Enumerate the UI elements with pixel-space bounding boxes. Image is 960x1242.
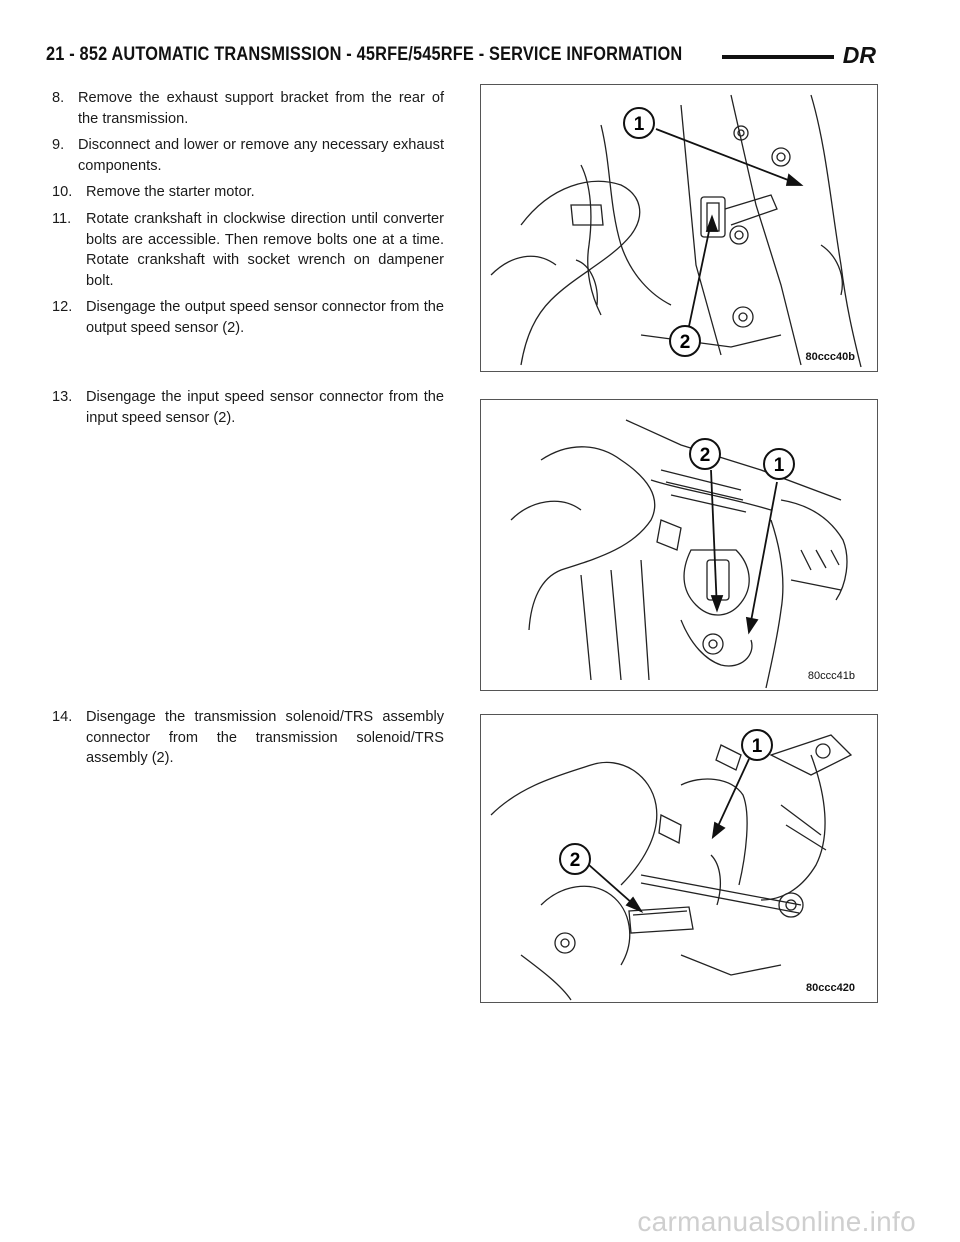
callout-label: 2 <box>569 850 581 871</box>
step-13 <box>52 387 444 428</box>
figure-id: 80ccc40b <box>805 351 855 363</box>
figure-illustration <box>481 715 877 1002</box>
step-11 <box>52 209 444 291</box>
watermark: carmanualsonline.info <box>637 1206 916 1237</box>
figure-id: 80ccc41b <box>807 670 855 682</box>
figure-input-speed-sensor <box>480 399 878 691</box>
step-text: Remove the starter motor. <box>86 184 255 201</box>
page-header <box>46 44 876 74</box>
callout-label: 2 <box>699 445 711 466</box>
figure-illustration <box>481 85 877 371</box>
figure-id: 80ccc420 <box>806 982 855 994</box>
steps-block-2 <box>52 387 444 434</box>
figure-illustration <box>481 400 877 690</box>
steps-block-3 <box>52 707 444 775</box>
callout-label: 1 <box>751 736 763 757</box>
step-number: 11. <box>52 210 72 227</box>
step-number: 9. <box>52 137 65 154</box>
step-text: Disconnect and lower or remove any necessary exhaust components. <box>78 137 444 174</box>
step-number: 8. <box>52 90 65 106</box>
step-text: Disengage the input speed sensor connector from the input speed sensor (2). <box>86 389 444 426</box>
step-text: Rotate crankshaft in clockwise direction until converter bolts are accessible. Then remove bolts one at a time. Rotate crankshaft with socket wrench on dampener bolt. <box>86 210 444 289</box>
page-title: 21 - 852 AUTOMATIC TRANSMISSION - 45RFE/545RFE - SERVICE INFORMATION <box>46 44 683 65</box>
callout-label: 1 <box>773 455 785 476</box>
step-10 <box>52 182 444 203</box>
step-text: Disengage the transmission solenoid/TRS assembly connector from the transmission solenoid/TRS assembly (2). <box>86 709 444 767</box>
step-number: 10. <box>52 184 73 201</box>
header-badge: DR <box>842 42 876 68</box>
step-9 <box>52 135 444 176</box>
steps-block-1 <box>52 88 444 345</box>
figure-solenoid-trs-assembly <box>480 714 878 1003</box>
step-number: 12. <box>52 299 73 316</box>
callout-label: 2 <box>679 332 691 353</box>
step-14 <box>52 707 444 769</box>
callout-label: 1 <box>633 114 645 135</box>
figure-output-speed-sensor <box>480 84 878 372</box>
step-text: Disengage the output speed sensor connector from the output speed sensor (2). <box>86 299 444 336</box>
header-rule <box>722 55 834 59</box>
step-number: 14. <box>52 709 73 725</box>
step-12 <box>52 297 444 338</box>
step-text: Remove the exhaust support bracket from the rear of the transmission. <box>78 90 444 127</box>
step-8 <box>52 88 444 129</box>
step-number: 13. <box>52 389 73 405</box>
